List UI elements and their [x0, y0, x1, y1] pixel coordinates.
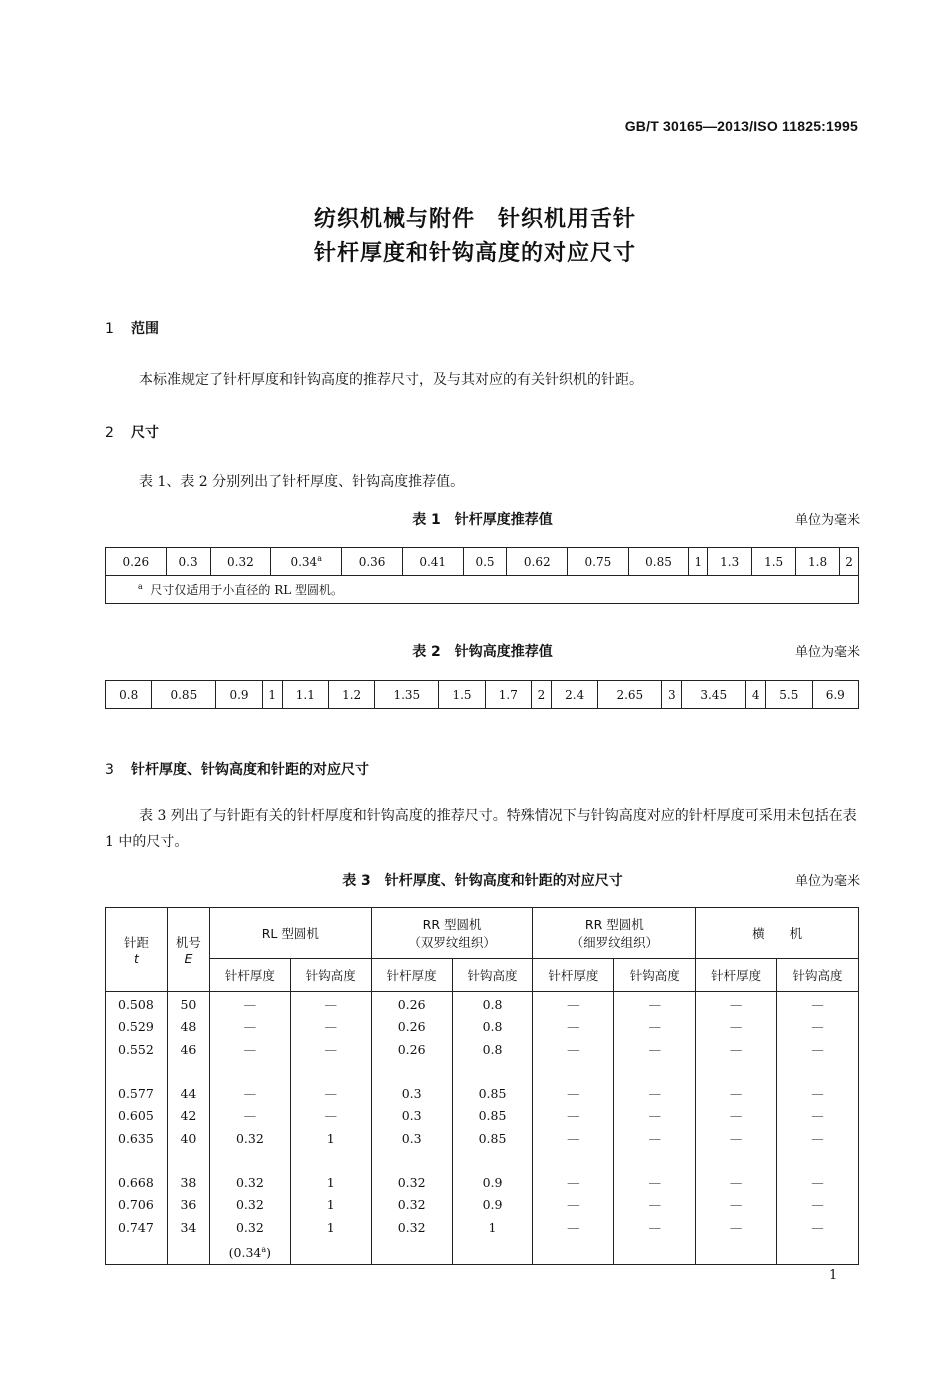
table-cell — [696, 1239, 777, 1265]
table-cell: 50 — [167, 992, 209, 1017]
table-cell: 36 — [167, 1194, 209, 1216]
header-symbol: t — [134, 951, 139, 966]
table-cell: — — [696, 992, 777, 1017]
table-row — [106, 1083, 859, 1105]
table-cell: 0.8 — [452, 1016, 533, 1038]
table-cell: — — [290, 992, 371, 1017]
document-title-line1: 纺织机械与附件 针织机用舌针 — [313, 207, 636, 232]
table-cell: 0.605 — [106, 1105, 168, 1127]
table-cell: — — [777, 1172, 859, 1194]
header-group-flat: 横 机 — [696, 908, 859, 959]
table-cell: 1.8 — [796, 548, 840, 576]
table-cell: 0.3 — [371, 1083, 452, 1105]
section-number: 3 — [105, 762, 114, 778]
table-cell: — — [696, 1216, 777, 1238]
table-cell: 0.3 — [371, 1127, 452, 1149]
section-3-heading — [105, 759, 369, 779]
table-cell: 2.65 — [598, 681, 662, 709]
header-symbol: E — [184, 951, 193, 966]
table-cell: — — [533, 1216, 614, 1238]
table-cell: 0.75 — [568, 548, 629, 576]
table-cell: 0.9 — [452, 1194, 533, 1216]
table-cell — [271, 548, 342, 576]
table-cell — [106, 1150, 168, 1172]
table-cell — [533, 1239, 614, 1265]
table-cell: 0.26 — [106, 548, 167, 576]
table-cell — [696, 1061, 777, 1083]
footnote-mark: a — [317, 554, 322, 563]
table-cell — [452, 1061, 533, 1083]
table-2-caption-row — [105, 641, 860, 663]
table-cell: — — [777, 1083, 859, 1105]
table-cell: 0.8 — [452, 992, 533, 1017]
table-caption: 表 1 针杆厚度推荐值 — [412, 512, 553, 528]
table-cell: 0.62 — [507, 548, 568, 576]
table-cell — [614, 1239, 696, 1265]
table-cell — [290, 1239, 371, 1265]
table-body — [106, 992, 859, 1265]
table-cell — [614, 1061, 696, 1083]
table-cell: 0.41 — [402, 548, 463, 576]
table-cell — [106, 1239, 168, 1265]
table-cell — [452, 1239, 533, 1265]
table-cell: 48 — [167, 1016, 209, 1038]
table-cell: 3.45 — [682, 681, 746, 709]
table-cell: 0.85 — [152, 681, 216, 709]
table-1 — [105, 547, 859, 604]
table-cell: 0.577 — [106, 1083, 168, 1105]
header-sublabel: （双罗纹组织） — [408, 935, 496, 950]
table-note-row — [106, 576, 859, 604]
document-title-line2: 针杆厚度和针钩高度的对应尺寸 — [313, 241, 636, 266]
table-cell: 4 — [746, 681, 766, 709]
section-title: 针杆厚度、针钩高度和针距的对应尺寸 — [131, 762, 369, 778]
table-cell: — — [696, 1083, 777, 1105]
table-cell: 34 — [167, 1216, 209, 1238]
table-cell: — — [614, 1105, 696, 1127]
header-group-rr-interlock — [371, 908, 533, 959]
table-cell: 0.9 — [452, 1172, 533, 1194]
table-cell: — — [696, 1127, 777, 1149]
table-cell: — — [533, 992, 614, 1017]
table-cell: 1 — [290, 1216, 371, 1238]
header-hook: 针钩高度 — [777, 959, 859, 992]
header-pitch — [106, 908, 168, 992]
table-cell: 1.2 — [328, 681, 374, 709]
table-cell: 0.668 — [106, 1172, 168, 1194]
table-cell: — — [614, 1172, 696, 1194]
header-group-rr-rib — [533, 908, 696, 959]
table-cell — [106, 1061, 168, 1083]
table-cell — [371, 1061, 452, 1083]
section-title: 尺寸 — [131, 425, 159, 441]
cell-value: 0.34 — [290, 555, 318, 569]
table-cell: 1.5 — [439, 681, 485, 709]
table-cell: 0.26 — [371, 1039, 452, 1061]
table-row — [106, 992, 859, 1017]
table-cell: 0.32 — [371, 1194, 452, 1216]
table-row — [106, 1127, 859, 1149]
section-number: 1 — [105, 321, 114, 337]
table-cell: — — [614, 1194, 696, 1216]
table-cell: 40 — [167, 1127, 209, 1149]
table-cell: 0.85 — [452, 1127, 533, 1149]
table-cell: — — [209, 992, 290, 1017]
header-hook: 针钩高度 — [452, 959, 533, 992]
header-thickness: 针杆厚度 — [371, 959, 452, 992]
table-cell: 44 — [167, 1083, 209, 1105]
table-cell: 0.3 — [166, 548, 210, 576]
table-cell: 0.32 — [371, 1216, 452, 1238]
footnote-mark: a — [261, 1244, 267, 1254]
table-cell: 0.552 — [106, 1039, 168, 1061]
table-cell: — — [533, 1016, 614, 1038]
table-unit: 单位为毫米 — [794, 874, 860, 889]
table-spacer-row — [106, 1150, 859, 1172]
table-cell: 46 — [167, 1039, 209, 1061]
table-cell: — — [777, 1216, 859, 1238]
table-cell — [533, 1150, 614, 1172]
header-label: RR 型圆机 — [422, 917, 482, 932]
table-header-row — [106, 908, 859, 959]
header-thickness: 针杆厚度 — [696, 959, 777, 992]
section-1-text: 本标准规定了针杆厚度和针钩高度的推荐尺寸，及与其对应的有关针织机的针距。 — [139, 372, 643, 388]
table-cell: — — [533, 1039, 614, 1061]
table-cell — [696, 1150, 777, 1172]
table-row — [106, 1172, 859, 1194]
table-row — [106, 1216, 859, 1238]
table-cell: 1 — [290, 1172, 371, 1194]
header-label: RR 型圆机 — [584, 917, 644, 932]
table-unit: 单位为毫米 — [794, 513, 860, 528]
table-cell: — — [290, 1105, 371, 1127]
table-cell — [371, 1239, 452, 1265]
section-3-text: 表 3 列出了与针距有关的针杆厚度和针钩高度的推荐尺寸。特殊情况下与针钩高度对应的针杆厚度可采用未包括在表 1 中的尺寸。 — [105, 808, 857, 850]
table-cell: 0.747 — [106, 1216, 168, 1238]
header-thickness: 针杆厚度 — [533, 959, 614, 992]
table-cell: 6.9 — [812, 681, 859, 709]
table-cell: 0.3 — [371, 1105, 452, 1127]
table-cell: — — [209, 1083, 290, 1105]
table-cell: — — [209, 1105, 290, 1127]
table-cell: 0.635 — [106, 1127, 168, 1149]
header-label: 针距 — [123, 935, 149, 950]
table-cell: 0.706 — [106, 1194, 168, 1216]
table-cell — [167, 1061, 209, 1083]
table-caption: 表 3 针杆厚度、针钩高度和针距的对应尺寸 — [342, 873, 623, 889]
table-cell — [777, 1150, 859, 1172]
table-cell — [209, 1150, 290, 1172]
table-cell: — — [614, 1216, 696, 1238]
table-caption: 表 2 针钩高度推荐值 — [412, 644, 553, 660]
table-cell: 1 — [262, 681, 282, 709]
table-cell: 0.85 — [452, 1083, 533, 1105]
table-cell: — — [777, 992, 859, 1017]
table-cell: 0.26 — [371, 1016, 452, 1038]
table-cell: — — [614, 1083, 696, 1105]
table-cell: 1.7 — [485, 681, 531, 709]
table-cell: 0.36 — [342, 548, 403, 576]
table-cell: 3 — [662, 681, 682, 709]
table-cell: 1 — [452, 1216, 533, 1238]
table-cell: — — [696, 1039, 777, 1061]
table-cell: 0.529 — [106, 1016, 168, 1038]
header-hook: 针钩高度 — [614, 959, 696, 992]
table-cell — [290, 1061, 371, 1083]
table-cell: 0.32 — [209, 1216, 290, 1238]
table-cell — [614, 1150, 696, 1172]
header-label: 机号 — [175, 935, 201, 950]
table-cell-alt-thickness — [209, 1239, 290, 1265]
table-cell: — — [533, 1127, 614, 1149]
header-hook: 针钩高度 — [290, 959, 371, 992]
table-cell: 1.35 — [375, 681, 439, 709]
table-cell: 0.85 — [628, 548, 689, 576]
header-gauge — [167, 908, 209, 992]
table-cell — [167, 1239, 209, 1265]
table-cell: — — [614, 1016, 696, 1038]
table-cell: — — [614, 1039, 696, 1061]
table-3 — [105, 907, 859, 1265]
header-thickness: 针杆厚度 — [209, 959, 290, 992]
standard-code: GB/T 30165—2013/ISO 11825:1995 — [624, 118, 858, 134]
table-footnote — [106, 576, 859, 604]
section-2-heading — [105, 422, 159, 442]
table-cell: 0.32 — [209, 1127, 290, 1149]
table-cell: — — [614, 992, 696, 1017]
table-cell — [371, 1150, 452, 1172]
table-cell: 2 — [840, 548, 859, 576]
table-cell: 1 — [290, 1127, 371, 1149]
section-2-text: 表 1、表 2 分别列出了针杆厚度、针钩高度推荐值。 — [139, 474, 465, 490]
footnote-text: 尺寸仅适用于小直径的 RL 型圆机。 — [150, 583, 344, 597]
table-cell: 1.3 — [708, 548, 752, 576]
table-row — [106, 1239, 859, 1265]
table-cell: 0.8 — [452, 1039, 533, 1061]
table-cell: — — [533, 1105, 614, 1127]
table-cell: 1.5 — [752, 548, 796, 576]
table-cell: 5.5 — [766, 681, 812, 709]
table-cell: — — [696, 1194, 777, 1216]
table-cell: — — [290, 1039, 371, 1061]
table-cell: 0.32 — [371, 1172, 452, 1194]
table-cell: 38 — [167, 1172, 209, 1194]
table-row — [106, 1016, 859, 1038]
table-cell — [777, 1239, 859, 1265]
table-cell: — — [209, 1016, 290, 1038]
table-cell: — — [777, 1039, 859, 1061]
table-cell — [777, 1061, 859, 1083]
table-cell: — — [777, 1016, 859, 1038]
table-cell — [167, 1150, 209, 1172]
table-cell: — — [290, 1083, 371, 1105]
table-cell: — — [777, 1105, 859, 1127]
table-row — [106, 1194, 859, 1216]
table-cell: — — [533, 1172, 614, 1194]
table-cell: — — [777, 1194, 859, 1216]
table-cell: — — [696, 1105, 777, 1127]
table-row — [106, 1105, 859, 1127]
table-cell: — — [533, 1083, 614, 1105]
header-sublabel: （细罗纹组织） — [570, 935, 659, 950]
table-row — [106, 681, 859, 709]
table-cell: 0.508 — [106, 992, 168, 1017]
table-1-caption-row — [105, 509, 860, 531]
table-cell: 0.5 — [463, 548, 507, 576]
cell-value: ) — [266, 1244, 272, 1260]
table-cell: 0.8 — [106, 681, 152, 709]
table-cell: 2 — [532, 681, 552, 709]
table-cell: 1.1 — [282, 681, 328, 709]
cell-value: (0.34 — [228, 1244, 262, 1260]
table-cell: — — [696, 1172, 777, 1194]
page-number: 1 — [829, 1268, 838, 1283]
table-subheader-row — [106, 959, 859, 992]
table-cell: — — [209, 1039, 290, 1061]
table-cell: 0.32 — [209, 1194, 290, 1216]
table-row — [106, 548, 859, 576]
table-cell: — — [533, 1194, 614, 1216]
section-1-heading — [105, 318, 159, 338]
table-cell: 0.32 — [209, 1172, 290, 1194]
table-cell — [533, 1061, 614, 1083]
table-cell — [290, 1150, 371, 1172]
table-cell: 0.85 — [452, 1105, 533, 1127]
table-cell — [452, 1150, 533, 1172]
table-cell: 42 — [167, 1105, 209, 1127]
table-row — [106, 1039, 859, 1061]
footnote-mark: a — [138, 582, 143, 591]
table-cell: — — [290, 1016, 371, 1038]
table-cell: — — [777, 1127, 859, 1149]
table-cell: 0.26 — [371, 992, 452, 1017]
table-cell: 1 — [290, 1194, 371, 1216]
table-3-caption-row — [105, 870, 860, 892]
table-2 — [105, 680, 859, 709]
table-cell: 2.4 — [551, 681, 597, 709]
table-cell: 1 — [689, 548, 708, 576]
table-spacer-row — [106, 1061, 859, 1083]
table-cell: — — [614, 1127, 696, 1149]
table-unit: 单位为毫米 — [794, 645, 860, 660]
table-cell: 0.9 — [216, 681, 262, 709]
table-cell — [209, 1061, 290, 1083]
header-group-rl: RL 型圆机 — [209, 908, 371, 959]
table-cell: — — [696, 1016, 777, 1038]
section-number: 2 — [105, 425, 114, 441]
section-title: 范围 — [131, 321, 159, 337]
table-cell: 0.32 — [210, 548, 271, 576]
